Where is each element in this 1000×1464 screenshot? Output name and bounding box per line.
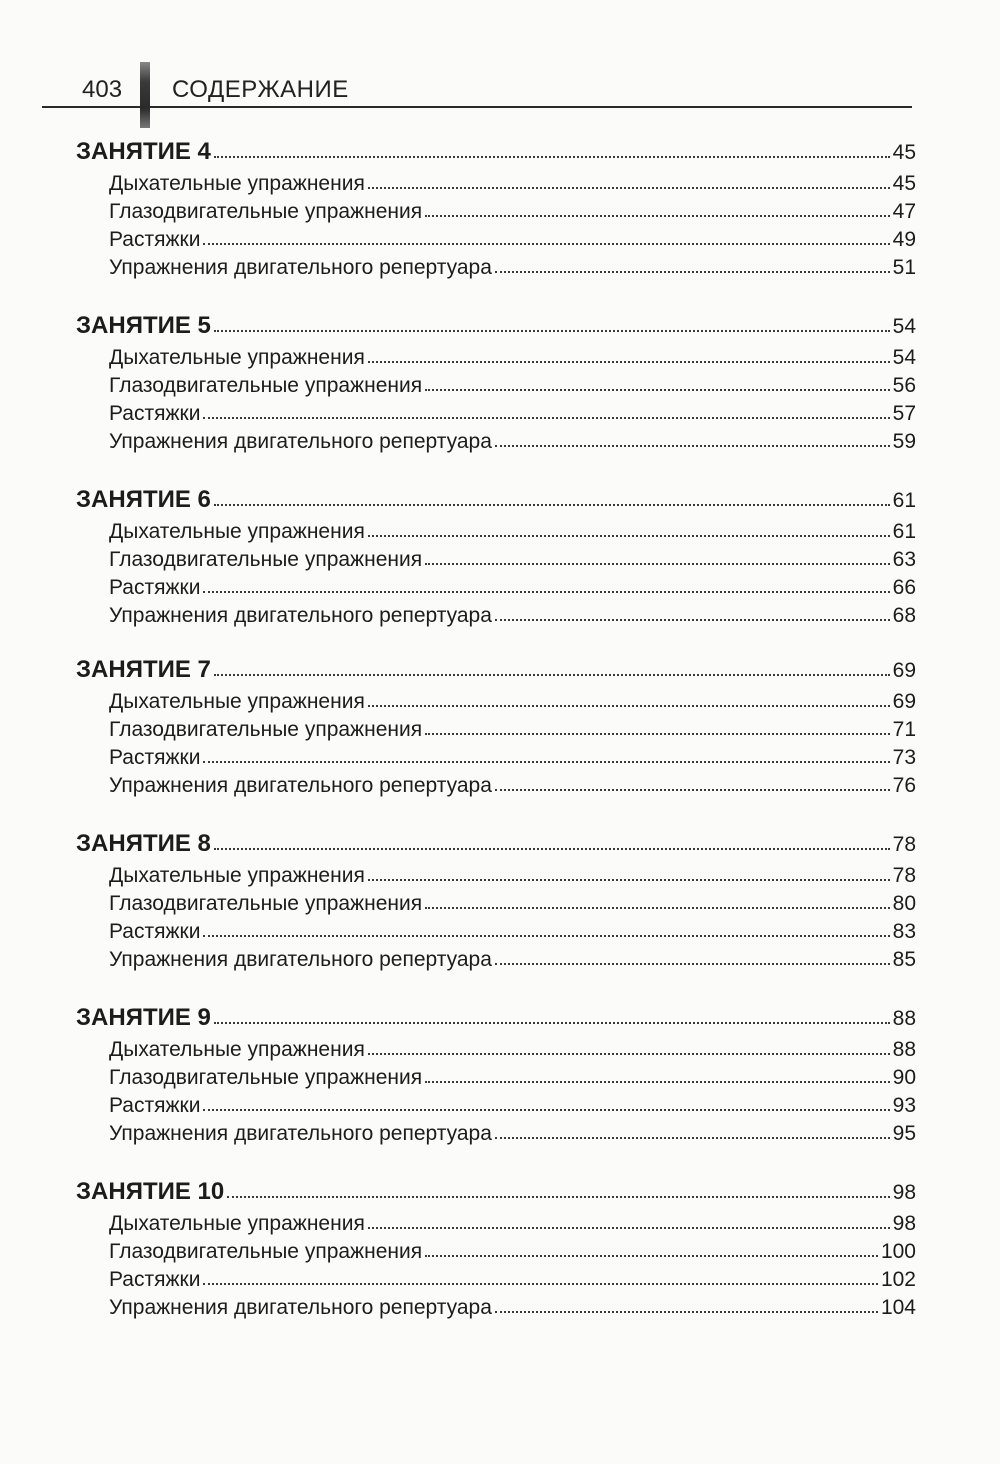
- toc-item-page: 49: [892, 228, 916, 251]
- toc-heading[interactable]: [76, 138, 916, 172]
- toc-heading-title: ЗАНЯТИЕ 4: [76, 138, 211, 165]
- toc-item-label: Упражнения двигательного репертуара: [109, 948, 492, 971]
- toc-item-label: Дыхательные упражнения: [109, 690, 365, 713]
- toc-section: [76, 138, 916, 284]
- dot-leader: [495, 613, 890, 621]
- toc-item-page: 71: [892, 718, 916, 741]
- toc-item-page: 63: [892, 548, 916, 571]
- toc-item-label: Дыхательные упражнения: [109, 520, 365, 543]
- toc-item-label: Дыхательные упражнения: [109, 1038, 365, 1061]
- toc-item-label: Глазодвигательные упражнения: [109, 374, 423, 397]
- toc-heading[interactable]: [76, 656, 916, 690]
- toc-item[interactable]: [76, 920, 916, 948]
- dot-leader: [203, 1103, 889, 1111]
- dot-leader: [425, 1249, 878, 1257]
- dot-leader: [203, 929, 889, 937]
- toc-item[interactable]: [76, 1268, 916, 1296]
- toc-heading-title: ЗАНЯТИЕ 9: [76, 1004, 211, 1031]
- dot-leader: [368, 529, 890, 537]
- toc-item-label: Дыхательные упражнения: [109, 172, 365, 195]
- toc-item-page: 83: [892, 920, 916, 943]
- dot-leader: [495, 783, 890, 791]
- dot-leader: [495, 1305, 878, 1313]
- toc-item-label: Упражнения двигательного репертуара: [109, 430, 492, 453]
- toc-heading-title: ЗАНЯТИЕ 7: [76, 656, 211, 683]
- dot-leader: [368, 355, 890, 363]
- toc-item-page: 61: [892, 520, 916, 543]
- toc-item-label: Растяжки: [109, 228, 201, 251]
- page-header: [0, 0, 1000, 130]
- toc-heading-title: ЗАНЯТИЕ 8: [76, 830, 211, 857]
- toc-item[interactable]: [76, 864, 916, 892]
- toc-item-page: 95: [892, 1122, 916, 1145]
- toc-item-page: 76: [892, 774, 916, 797]
- toc-item[interactable]: [76, 172, 916, 200]
- dot-leader: [214, 498, 890, 506]
- dot-leader: [214, 668, 890, 676]
- toc-item[interactable]: [76, 228, 916, 256]
- toc-item-label: Упражнения двигательного репертуара: [109, 1122, 492, 1145]
- toc-item[interactable]: [76, 718, 916, 746]
- toc-item-label: Упражнения двигательного репертуара: [109, 1296, 492, 1319]
- toc-section: [76, 312, 916, 458]
- dot-leader: [368, 1047, 890, 1055]
- dot-leader: [203, 237, 889, 245]
- toc-item-label: Растяжки: [109, 1268, 201, 1291]
- toc-item[interactable]: [76, 746, 916, 774]
- dot-leader: [425, 209, 890, 217]
- toc-item[interactable]: [76, 604, 916, 632]
- dot-leader: [425, 901, 890, 909]
- dot-leader: [214, 324, 890, 332]
- toc-item-page: 98: [892, 1212, 916, 1235]
- toc-section: [76, 486, 916, 632]
- toc-item-page: 51: [892, 256, 916, 279]
- toc-item[interactable]: [76, 548, 916, 576]
- toc-section: [76, 656, 916, 802]
- dot-leader: [203, 585, 889, 593]
- toc-item-page: 90: [892, 1066, 916, 1089]
- toc-item[interactable]: [76, 520, 916, 548]
- toc-item-page: 57: [892, 402, 916, 425]
- toc-item[interactable]: [76, 430, 916, 458]
- toc-heading-page: 88: [892, 1007, 916, 1030]
- toc-item[interactable]: [76, 1066, 916, 1094]
- toc-heading[interactable]: [76, 1004, 916, 1038]
- dot-leader: [214, 150, 890, 158]
- dot-leader: [495, 439, 890, 447]
- toc-item-page: 93: [892, 1094, 916, 1117]
- toc-item-label: Дыхательные упражнения: [109, 1212, 365, 1235]
- toc-item-page: 69: [892, 690, 916, 713]
- dot-leader: [495, 957, 890, 965]
- toc-item-page: 88: [892, 1038, 916, 1061]
- dot-leader: [425, 557, 890, 565]
- toc-item[interactable]: [76, 1038, 916, 1066]
- header-bar: [140, 62, 150, 128]
- page-title: СОДЕРЖАНИЕ: [172, 76, 349, 103]
- toc-item-label: Глазодвигательные упражнения: [109, 892, 423, 915]
- toc-item-label: Дыхательные упражнения: [109, 346, 365, 369]
- toc-heading[interactable]: [76, 312, 916, 346]
- dot-leader: [425, 383, 890, 391]
- toc-item-label: Глазодвигательные упражнения: [109, 200, 423, 223]
- header-rule: [42, 106, 912, 108]
- table-of-contents: [76, 138, 916, 1352]
- toc-item[interactable]: [76, 1296, 916, 1324]
- toc-item-page: 45: [892, 172, 916, 195]
- toc-item-page: 73: [892, 746, 916, 769]
- toc-item[interactable]: [76, 948, 916, 976]
- dot-leader: [227, 1190, 889, 1198]
- toc-heading-page: 98: [892, 1181, 916, 1204]
- toc-item-label: Упражнения двигательного репертуара: [109, 774, 492, 797]
- toc-item-page: 56: [892, 374, 916, 397]
- toc-heading-title: ЗАНЯТИЕ 5: [76, 312, 211, 339]
- dot-leader: [368, 699, 890, 707]
- toc-item-label: Глазодвигательные упражнения: [109, 548, 423, 571]
- toc-heading[interactable]: [76, 486, 916, 520]
- toc-section: [76, 830, 916, 976]
- toc-section: [76, 1004, 916, 1150]
- toc-heading[interactable]: [76, 830, 916, 864]
- toc-item[interactable]: [76, 346, 916, 374]
- toc-item-page: 59: [892, 430, 916, 453]
- toc-item[interactable]: [76, 402, 916, 430]
- toc-item-label: Растяжки: [109, 920, 201, 943]
- toc-heading-title: ЗАНЯТИЕ 10: [76, 1178, 225, 1205]
- toc-item-label: Растяжки: [109, 746, 201, 769]
- toc-item-page: 100: [880, 1240, 916, 1263]
- toc-item-label: Растяжки: [109, 576, 201, 599]
- toc-section: [76, 1178, 916, 1324]
- toc-item[interactable]: [76, 576, 916, 604]
- toc-item-label: Растяжки: [109, 1094, 201, 1117]
- toc-item[interactable]: [76, 1240, 916, 1268]
- toc-item-page: 104: [880, 1296, 916, 1319]
- dot-leader: [203, 411, 889, 419]
- toc-heading-page: 69: [892, 659, 916, 682]
- toc-item-label: Глазодвигательные упражнения: [109, 1066, 423, 1089]
- dot-leader: [425, 1075, 890, 1083]
- toc-item[interactable]: [76, 256, 916, 284]
- toc-item-label: Дыхательные упражнения: [109, 864, 365, 887]
- toc-item[interactable]: [76, 892, 916, 920]
- toc-item[interactable]: [76, 200, 916, 228]
- dot-leader: [214, 842, 890, 850]
- dot-leader: [203, 1277, 878, 1285]
- toc-heading-page: 45: [892, 141, 916, 164]
- toc-item[interactable]: [76, 374, 916, 402]
- toc-item-page: 102: [880, 1268, 916, 1291]
- toc-item[interactable]: [76, 690, 916, 718]
- dot-leader: [495, 1131, 890, 1139]
- dot-leader: [425, 727, 890, 735]
- toc-heading-title: ЗАНЯТИЕ 6: [76, 486, 211, 513]
- toc-item[interactable]: [76, 774, 916, 802]
- toc-heading[interactable]: [76, 1178, 916, 1212]
- toc-item[interactable]: [76, 1094, 916, 1122]
- toc-item-page: 47: [892, 200, 916, 223]
- dot-leader: [368, 181, 890, 189]
- toc-item-page: 68: [892, 604, 916, 627]
- toc-item-label: Упражнения двигательного репертуара: [109, 256, 492, 279]
- toc-item-label: Глазодвигательные упражнения: [109, 1240, 423, 1263]
- dot-leader: [368, 873, 890, 881]
- toc-item-page: 80: [892, 892, 916, 915]
- toc-heading-page: 54: [892, 315, 916, 338]
- toc-item-label: Растяжки: [109, 402, 201, 425]
- toc-heading-page: 61: [892, 489, 916, 512]
- dot-leader: [203, 755, 889, 763]
- dot-leader: [214, 1016, 890, 1024]
- dot-leader: [368, 1221, 890, 1229]
- page-number: 403: [82, 76, 123, 103]
- toc-item-page: 66: [892, 576, 916, 599]
- dot-leader: [495, 265, 890, 273]
- toc-item-page: 54: [892, 346, 916, 369]
- toc-item-page: 85: [892, 948, 916, 971]
- toc-item-label: Упражнения двигательного репертуара: [109, 604, 492, 627]
- toc-heading-page: 78: [892, 833, 916, 856]
- toc-item-page: 78: [892, 864, 916, 887]
- toc-item-label: Глазодвигательные упражнения: [109, 718, 423, 741]
- toc-item[interactable]: [76, 1122, 916, 1150]
- toc-item[interactable]: [76, 1212, 916, 1240]
